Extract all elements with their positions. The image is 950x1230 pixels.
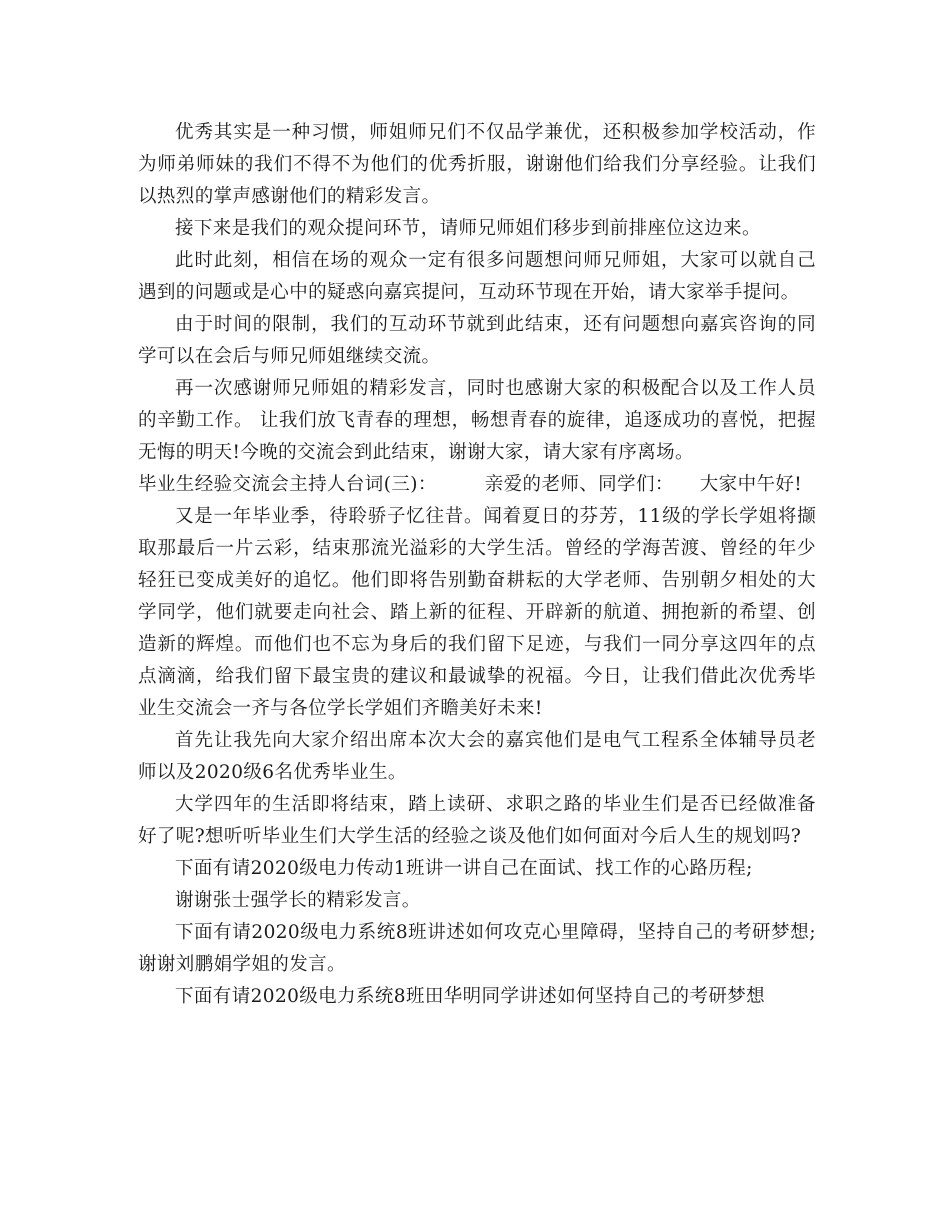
paragraph-qa-start: 此时此刻，相信在场的观众一定有很多问题想问师兄师姐，大家可以就自己遇到的问题或是心中的疑惑向嘉宾提问，互动环节现在开始，请大家举手提问。 — [138, 250, 816, 303]
paragraph-speaker-1: 下面有请2020级电力传动1班讲一讲自己在面试、找工作的心路历程; — [175, 858, 753, 879]
paragraph-graduation-season: 又是一年毕业季，待聆骄子忆往昔。闻着夏日的芬芳，11级的学长学姐将撷取那最后一片云彩，结束那流光溢彩的大学生活。曾经的学海苦渡、曾经的年少轻狂已变成美好的追忆。他们即将告别勤奋耕耘的大学老师、告别朝夕相处的大学同学，他们就要走向社会、踏上新的征程、开辟新的航道、拥抱新的希望、创造新的辉煌。而他们也不忘为身后的我们留下足迹，与我们一同分享这四年的点点滴滴，给我们留下最宝贵的建议和最诚挚的祝福。今日，让我们借此次优秀毕业生交流会一齐与各位学长学姐们齐瞻美好未来! — [138, 506, 816, 719]
section-greeting: 亲爱的老师、同学们： — [484, 474, 674, 495]
paragraph-closing: 再一次感谢师兄师姐的精彩发言，同时也感谢大家的积极配合以及工作人员的辛勤工作。 让我们放飞青春的理想，畅想青春的旋律，追逐成功的喜悦，把握无悔的明天!今晚的交流会到此结束，谢谢大家，请大家有序离场。 — [138, 378, 816, 463]
document-body — [138, 117, 816, 1013]
paragraph-speaker-2: 下面有请2020级电力系统8班讲述如何攻克心里障碍，坚持自己的考研梦想;谢谢刘鹏娟学姐的发言。 — [138, 922, 816, 975]
paragraph-speaker-3: 下面有请2020级电力系统8班田华明同学讲述如何坚持自己的考研梦想 — [175, 986, 766, 1007]
paragraph-qa-intro: 接下来是我们的观众提问环节，请师兄师姐们移步到前排座位这边来。 — [175, 218, 761, 239]
paragraph-experience-question: 大学四年的生活即将结束，踏上读研、求职之路的毕业生们是否已经做准备好了呢?想听听毕业生们大学生活的经验之谈及他们如何面对今后人生的规划吗? — [138, 794, 816, 847]
section-salutation: 大家中午好! — [699, 474, 803, 495]
paragraph-thanks-speakers: 优秀其实是一种习惯，师姐师兄们不仅品学兼优，还积极参加学校活动，作为师弟师妹的我们不得不为他们的优秀折服，谢谢他们给我们分享经验。让我们以热烈的掌声感谢他们的精彩发言。 — [138, 122, 816, 207]
paragraph-thanks-1: 谢谢张士强学长的精彩发言。 — [175, 890, 421, 911]
section-heading — [138, 469, 816, 501]
paragraph-guest-intro: 首先让我先向大家介绍出席本次大会的嘉宾他们是电气工程系全体辅导员老师以及2020级6名优秀毕业生。 — [138, 730, 816, 783]
paragraph-qa-end: 由于时间的限制，我们的互动环节就到此结束，还有问题想向嘉宾咨询的同学可以在会后与师兄师姐继续交流。 — [138, 314, 816, 367]
section-title: 毕业生经验交流会主持人台词(三)： — [138, 474, 437, 495]
